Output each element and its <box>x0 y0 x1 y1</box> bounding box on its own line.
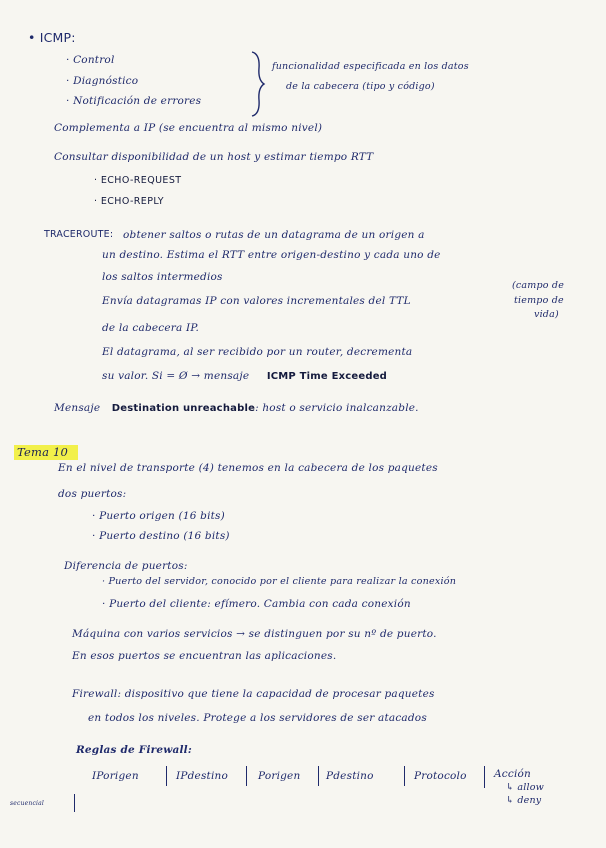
traceroute-line-4: Envía datagramas IP con valores incrementales del TTL <box>102 295 411 307</box>
maquina-line-1: Máquina con varios servicios → se distinguen por su nº de puerto. <box>72 628 437 640</box>
complement-line: Complementa a IP (se encuentra al mismo nivel) <box>54 122 323 134</box>
ttl-note-line1: (campo de <box>512 280 565 291</box>
port-destino: · Puerto destino (16 bits) <box>92 530 230 542</box>
firewall-line-2: en todos los niveles. Protege a los servidores de ser atacados <box>88 712 427 724</box>
brace-note-line1: funcionalidad especificada en los datos <box>272 61 469 72</box>
column-divider <box>246 766 247 786</box>
traceroute-line-3: los saltos intermedios <box>102 271 223 283</box>
icmp-item-notificacion: · Notificación de errores <box>66 95 202 107</box>
consult-line: Consultar disponibilidad de un host y estimar tiempo RTT <box>54 151 374 163</box>
echo-reply: · ECHO-REPLY <box>94 196 164 207</box>
transport-line-2: dos puertos: <box>58 488 127 500</box>
transport-line-1: En el nivel de transporte (4) tenemos en la cabecera de los paquetes <box>58 462 438 474</box>
port-origen: · Puerto origen (16 bits) <box>92 510 225 522</box>
col-ipdestino: IPdestino <box>176 770 228 782</box>
tema-heading <box>14 445 78 459</box>
accion-allow: ↳ allow <box>506 782 544 793</box>
traceroute-line-7-text: su valor. Si = Ø → mensaje <box>102 370 250 382</box>
accion-deny: ↳ deny <box>506 795 542 806</box>
col-iporigen: IPorigen <box>92 770 139 782</box>
traceroute-line-2: un destino. Estima el RTT entre origen-destino y cada uno de <box>102 249 441 261</box>
icmp-time-exceeded: ICMP Time Exceeded <box>266 371 388 382</box>
footer-mark <box>74 794 75 812</box>
traceroute-line-7 <box>102 370 387 382</box>
col-protocolo: Protocolo <box>414 770 467 782</box>
col-accion: Acción <box>494 768 531 780</box>
diferencia-item-1: · Puerto del servidor, conocido por el cliente para realizar la conexión <box>102 576 457 587</box>
col-porigen: Porigen <box>258 770 301 782</box>
ttl-note-line3: vida) <box>534 309 559 320</box>
firewall-line-1: Firewall: dispositivo que tiene la capacidad de procesar paquetes <box>72 688 435 700</box>
dest-unreach-prefix: Mensaje <box>54 402 101 414</box>
icmp-item-diagnostico: · Diagnóstico <box>66 75 139 87</box>
diferencia-title: Diferencia de puertos: <box>64 560 188 572</box>
column-divider <box>484 766 485 788</box>
col-pdestino: Pdestino <box>326 770 374 782</box>
dest-unreach-line <box>54 402 419 414</box>
column-divider <box>404 766 405 786</box>
icmp-item-control: · Control <box>66 54 115 66</box>
brace-note-line2: de la cabecera (tipo y código) <box>286 81 435 92</box>
footer-note: secuencial <box>10 800 45 807</box>
maquina-line-2: En esos puertos se encuentran las aplicaciones. <box>72 650 337 662</box>
dest-unreach-bold: Destination unreachable <box>111 403 256 414</box>
curly-brace-icon <box>248 50 268 118</box>
traceroute-label: TRACEROUTE: <box>44 229 114 240</box>
column-divider <box>318 766 319 786</box>
diferencia-item-2: · Puerto del cliente: efímero. Cambia con cada conexión <box>102 598 411 610</box>
traceroute-line-5: de la cabecera IP. <box>102 322 200 334</box>
icmp-title: • ICMP: <box>28 30 76 45</box>
echo-request: · ECHO-REQUEST <box>94 175 182 186</box>
traceroute-line-6: El datagrama, al ser recibido por un router, decrementa <box>102 346 413 358</box>
firewall-rules-title: Reglas de Firewall: <box>76 744 192 756</box>
dest-unreach-suffix: : host o servicio inalcanzable. <box>255 402 419 414</box>
ttl-note-line2: tiempo de <box>514 295 564 306</box>
traceroute-line-1: obtener saltos o rutas de un datagrama de un origen a <box>123 229 425 241</box>
column-divider <box>166 766 167 786</box>
tema-highlight: Tema 10 <box>14 445 78 460</box>
